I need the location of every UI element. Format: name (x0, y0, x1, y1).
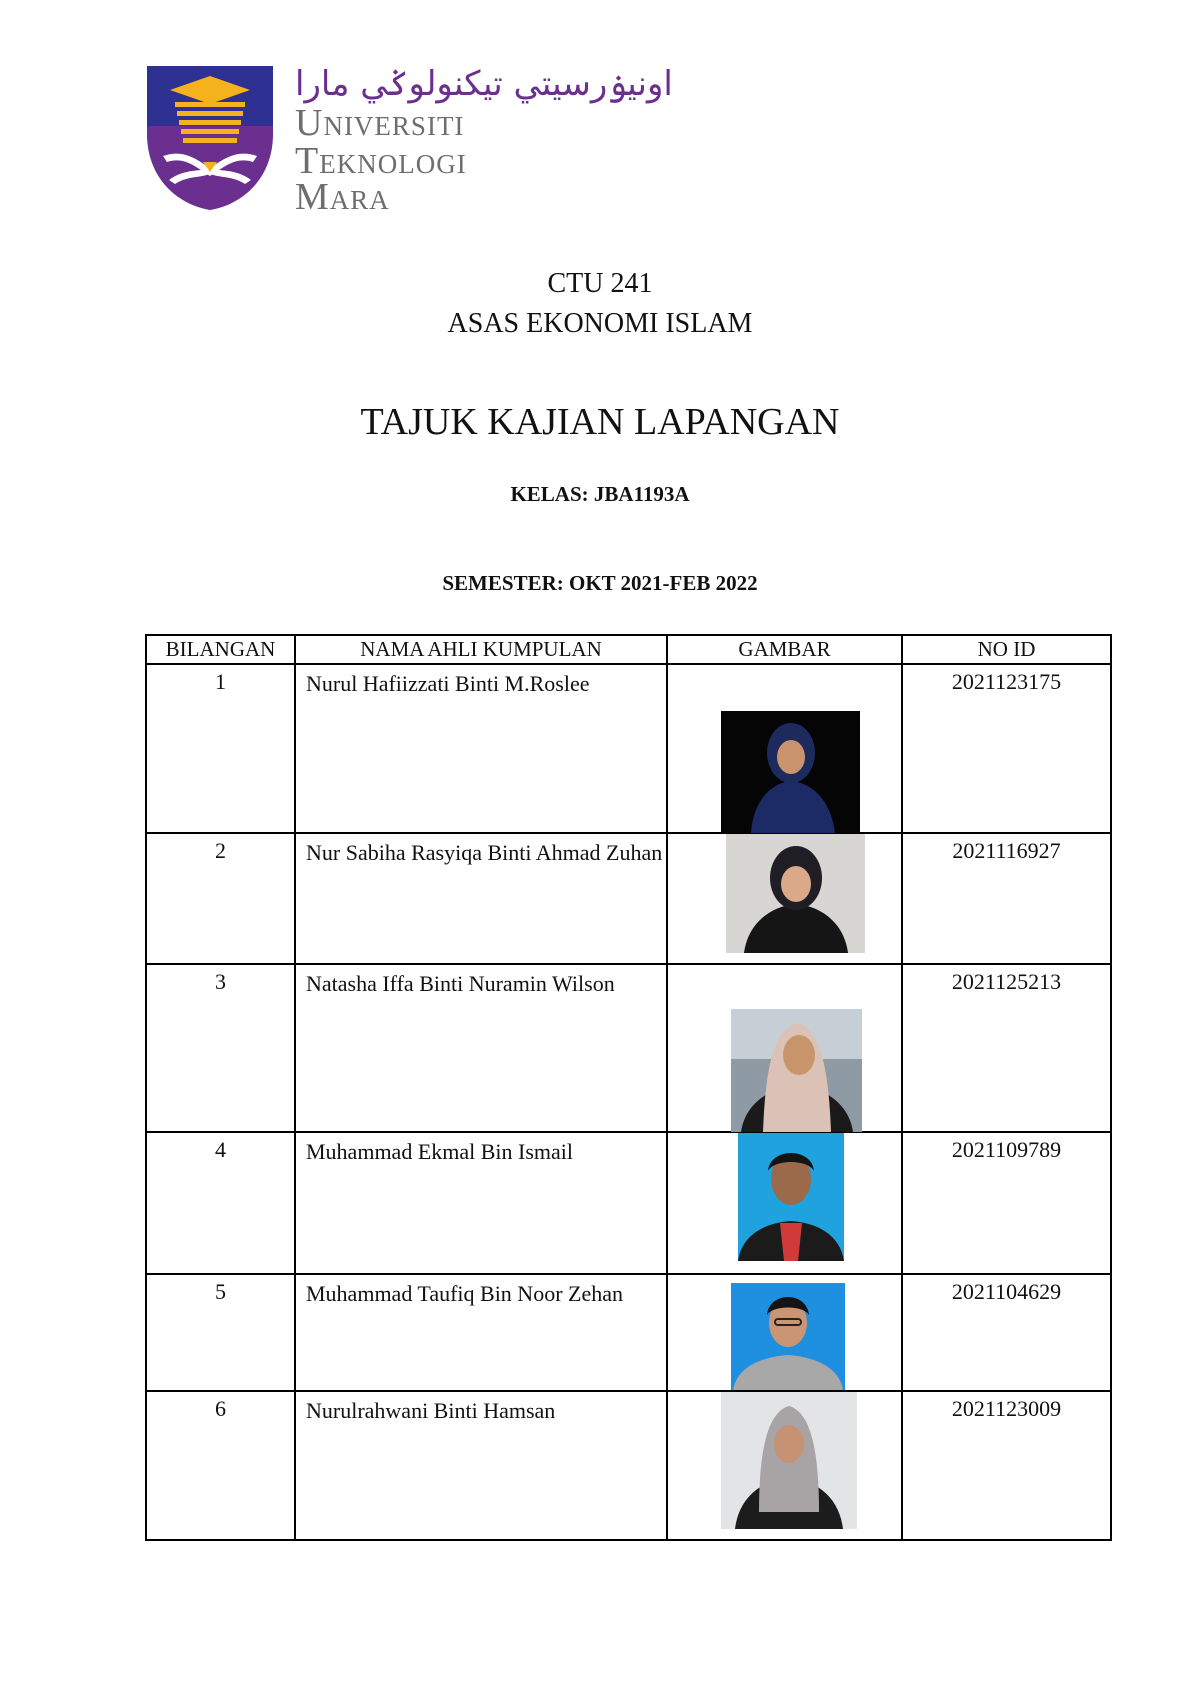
photo-cell (667, 1132, 902, 1274)
member-id: 2021123009 (902, 1391, 1111, 1540)
photo-cell (667, 1391, 902, 1540)
photo-cell (667, 833, 902, 964)
photo-cell (667, 964, 902, 1132)
uitm-logo (145, 64, 673, 218)
table-row (146, 1391, 1111, 1540)
header-gambar: GAMBAR (667, 635, 902, 664)
table-header-row (146, 635, 1111, 664)
table-row (146, 1274, 1111, 1391)
member-id: 2021123175 (902, 664, 1111, 833)
logo-text-line1: Universiti (295, 102, 465, 144)
row-number: 5 (146, 1274, 295, 1391)
member-name: Muhammad Taufiq Bin Noor Zehan (295, 1274, 667, 1391)
table-row (146, 1132, 1111, 1274)
header-nama: NAMA AHLI KUMPULAN (295, 635, 667, 664)
logo-text-line2: Teknologi (295, 140, 467, 182)
row-number: 2 (146, 833, 295, 964)
member-id: 2021116927 (902, 833, 1111, 964)
member-photo (721, 711, 860, 833)
member-name: Natasha Iffa Binti Nuramin Wilson (295, 964, 667, 1132)
table-row (146, 964, 1111, 1132)
member-photo (731, 1009, 862, 1132)
photo-cell (667, 664, 902, 833)
table-row (146, 664, 1111, 833)
uitm-crest-icon (145, 64, 275, 212)
member-name: Muhammad Ekmal Bin Ismail (295, 1132, 667, 1274)
logo-jawi-text: اونيۏرسيتي تيكنولوݢي مارا (295, 64, 673, 104)
member-photo (721, 1392, 857, 1529)
member-table (145, 634, 1112, 1541)
row-number: 4 (146, 1132, 295, 1274)
row-number: 6 (146, 1391, 295, 1540)
header-bilangan: BILANGAN (146, 635, 295, 664)
member-id: 2021104629 (902, 1274, 1111, 1391)
logo-text-line3: Mara (295, 176, 390, 218)
member-photo (738, 1133, 844, 1261)
header-no-id: NO ID (902, 635, 1111, 664)
course-code: CTU 241 (547, 268, 653, 299)
row-number: 3 (146, 964, 295, 1132)
member-id: 2021125213 (902, 964, 1111, 1132)
table-row (146, 833, 1111, 964)
member-photo (731, 1283, 845, 1390)
course-name: ASAS EKONOMI ISLAM (447, 308, 753, 339)
member-name: Nurul Hafiizzati Binti M.Roslee (295, 664, 667, 833)
member-name: Nurulrahwani Binti Hamsan (295, 1391, 667, 1540)
row-number: 1 (146, 664, 295, 833)
kelas-label: KELAS: JBA1193A (510, 482, 690, 506)
photo-cell (667, 1274, 902, 1391)
semester-label: SEMESTER: OKT 2021-FEB 2022 (442, 571, 758, 595)
member-id: 2021109789 (902, 1132, 1111, 1274)
member-name: Nur Sabiha Rasyiqa Binti Ahmad Zuhan (295, 833, 667, 964)
document-title: TAJUK KAJIAN LAPANGAN (360, 401, 840, 443)
member-photo (726, 834, 865, 953)
